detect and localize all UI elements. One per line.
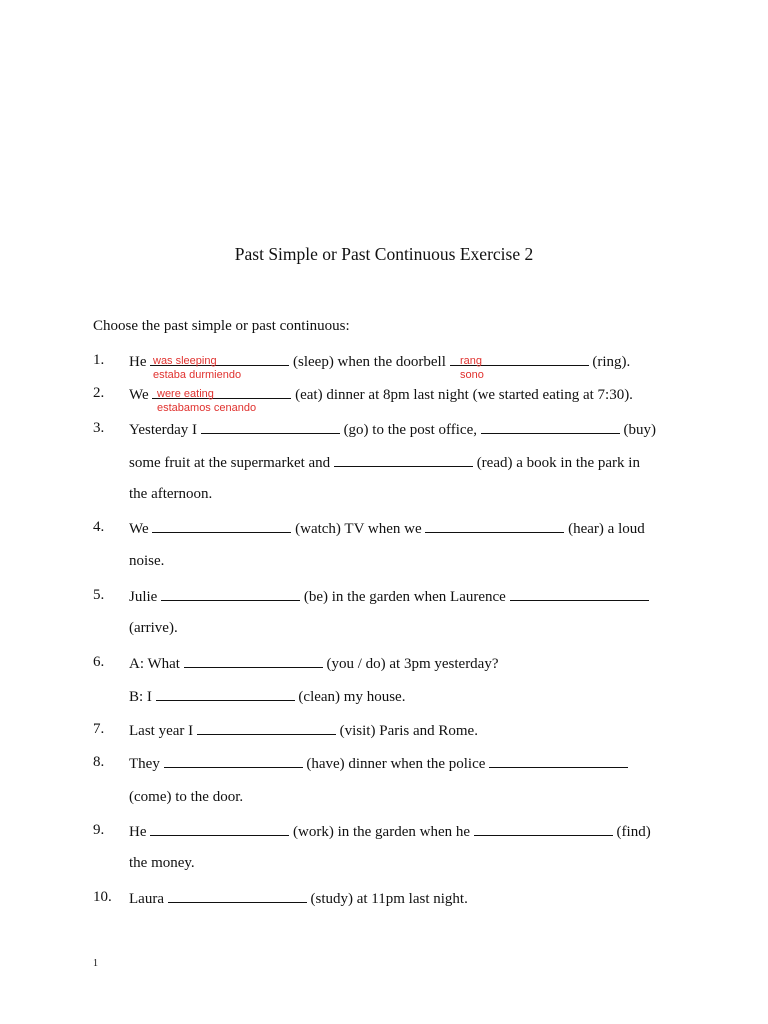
page-number: 1 — [93, 958, 98, 969]
item-text: noise. — [129, 553, 165, 569]
item-number: 3. — [93, 420, 105, 436]
item-number: 7. — [93, 721, 105, 737]
handwritten-answer: was sleeping — [153, 355, 217, 367]
item-text: Laura — [129, 891, 164, 907]
item-text: Yesterday I — [129, 422, 198, 438]
item-text: (read) a book in the park in — [476, 455, 640, 471]
item-text: Julie — [129, 589, 158, 605]
item-text: (clean) my house. — [298, 689, 406, 705]
answer-blank[interactable] — [510, 587, 649, 601]
answer-blank[interactable] — [489, 754, 628, 768]
item-number: 5. — [93, 587, 105, 603]
item-number: 2. — [93, 385, 105, 401]
item-text: (be) in the garden when Laurence — [303, 589, 506, 605]
item-text: (study) at 11pm last night. — [310, 891, 468, 907]
answer-blank[interactable] — [481, 420, 620, 434]
item-number: 6. — [93, 654, 105, 670]
item-text: Last year I — [129, 723, 194, 739]
answer-blank[interactable] — [161, 587, 300, 601]
item-text: some fruit at the supermarket and — [129, 455, 331, 471]
handwritten-translation: sono — [460, 369, 484, 381]
item-text: (go) to the post office, — [343, 422, 478, 438]
instructions: Choose the past simple or past continuous: — [93, 318, 350, 334]
answer-blank[interactable] — [184, 654, 323, 668]
item-text: He — [129, 354, 147, 370]
item-text: (ring). — [592, 354, 631, 370]
item-number: 9. — [93, 822, 105, 838]
item-text: (eat) dinner at 8pm last night (we started eating at 7:30). — [295, 387, 633, 403]
page-title: Past Simple or Past Continuous Exercise 2 — [234, 244, 534, 264]
item-number: 10. — [93, 889, 112, 905]
item-text: (arrive). — [129, 620, 178, 636]
answer-blank[interactable] — [156, 687, 295, 701]
item-text: the afternoon. — [129, 486, 213, 502]
item-text: B: I — [129, 689, 152, 705]
item-text: (buy) — [623, 422, 657, 438]
answer-blank[interactable] — [152, 519, 291, 533]
answer-blank[interactable] — [425, 519, 564, 533]
answer-blank[interactable] — [474, 822, 613, 836]
item-text: (work) in the garden when he — [293, 824, 471, 840]
item-text: (sleep) when the doorbell — [293, 354, 446, 370]
item-text: (have) dinner when the police — [306, 756, 486, 772]
handwritten-answer: were eating — [157, 388, 214, 400]
handwritten-translation: estaba durmiendo — [153, 369, 242, 381]
item-text: We — [129, 521, 149, 537]
item-number: 8. — [93, 754, 105, 770]
answer-blank[interactable] — [201, 420, 340, 434]
item-number: 1. — [93, 352, 105, 368]
answer-blank[interactable] — [334, 453, 473, 467]
item-text: A: What — [129, 656, 180, 672]
item-number: 4. — [93, 519, 105, 535]
item-text: (visit) Paris and Rome. — [339, 723, 478, 739]
handwritten-translation: estabamos cenando — [157, 402, 257, 414]
item-text: We — [129, 387, 149, 403]
item-text: (find) — [616, 824, 651, 840]
answer-blank[interactable] — [164, 754, 303, 768]
item-text: They — [129, 756, 160, 772]
item-text: (watch) TV when we — [295, 521, 422, 537]
item-text: (hear) a loud — [568, 521, 645, 537]
item-text: the money. — [129, 855, 195, 871]
handwritten-answer: rang — [460, 355, 483, 367]
answer-blank[interactable] — [168, 889, 307, 903]
answer-blank[interactable] — [150, 822, 289, 836]
item-text: (come) to the door. — [129, 789, 244, 805]
item-text: He — [129, 824, 147, 840]
item-text: (you / do) at 3pm yesterday? — [326, 656, 499, 672]
answer-blank[interactable] — [197, 721, 336, 735]
